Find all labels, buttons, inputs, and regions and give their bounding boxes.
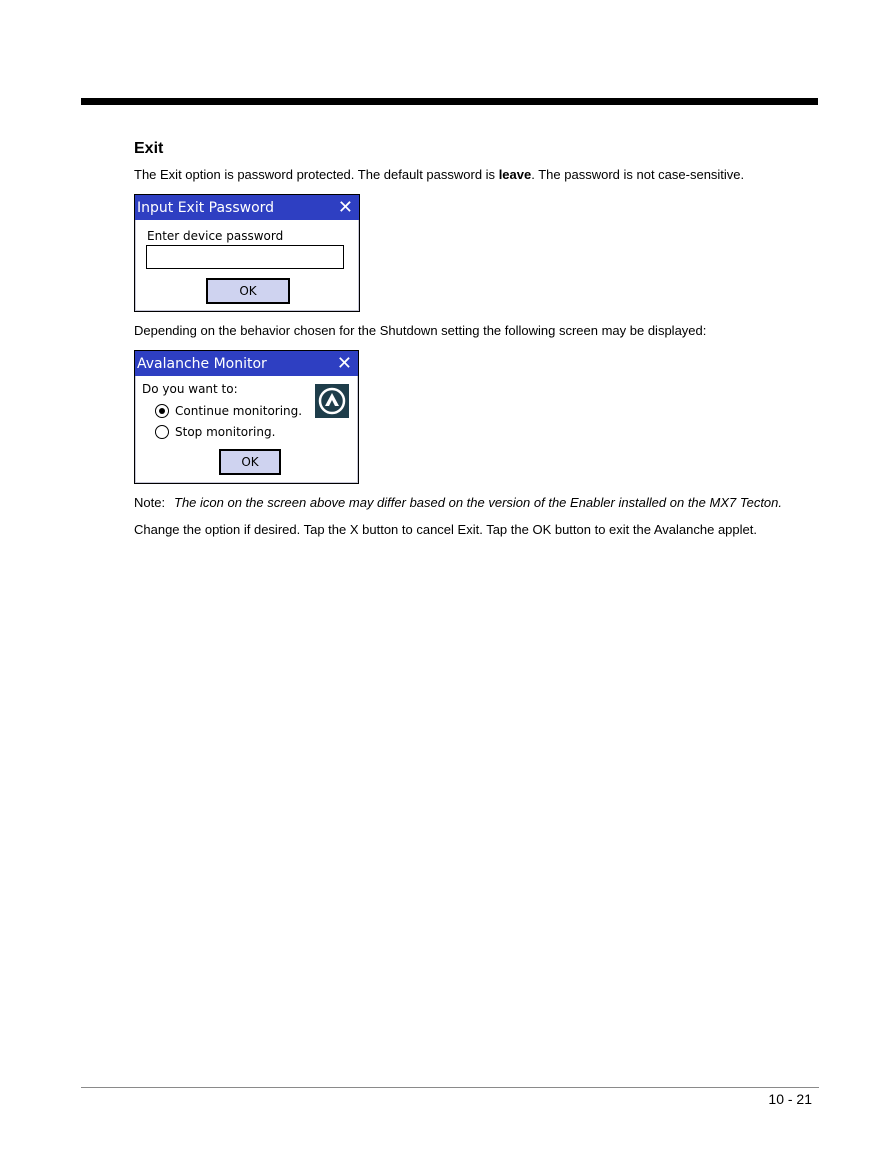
note-paragraph	[134, 495, 782, 511]
dialog-title: Avalanche Monitor	[137, 355, 267, 372]
dialog-title: Input Exit Password	[137, 199, 275, 216]
shutdown-paragraph: Depending on the behavior chosen for the Shutdown setting the following screen may be displayed:	[134, 323, 707, 338]
radio-continue-monitoring[interactable]	[155, 404, 302, 418]
intro-text-start: The Exit option is password protected. The default password is	[134, 167, 499, 182]
page-number: 10 - 21	[768, 1091, 812, 1107]
radio-label: Stop monitoring.	[175, 425, 276, 439]
monitor-question: Do you want to:	[142, 382, 238, 396]
input-exit-password-dialog	[134, 194, 360, 312]
dialog-titlebar	[135, 195, 359, 220]
avalanche-logo-icon	[315, 384, 349, 418]
note-label: Note:	[134, 495, 166, 510]
ok-button[interactable]: OK	[206, 278, 290, 304]
dialog-titlebar	[135, 351, 358, 376]
close-icon[interactable]: ✕	[337, 196, 353, 218]
password-prompt: Enter device password	[147, 229, 284, 243]
avalanche-monitor-dialog	[134, 350, 359, 484]
section-title: Exit	[134, 140, 164, 157]
note-body: The icon on the screen above may differ based on the version of the Enabler installed on the MX7 Tecton.	[174, 495, 783, 510]
intro-paragraph	[134, 167, 744, 183]
radio-unselected-icon[interactable]	[155, 425, 169, 439]
close-icon[interactable]: ✕	[336, 352, 352, 374]
radio-label: Continue monitoring.	[175, 404, 303, 418]
intro-text-end: . The password is not case-sensitive.	[531, 167, 745, 182]
password-field[interactable]	[146, 245, 344, 269]
closing-paragraph: Change the option if desired. Tap the X button to cancel Exit. Tap the OK button to exit the Avalanche applet.	[134, 522, 757, 537]
header-rule	[81, 98, 818, 105]
radio-stop-monitoring[interactable]	[155, 425, 275, 439]
ok-button[interactable]: OK	[219, 449, 281, 475]
radio-selected-icon[interactable]	[155, 404, 169, 418]
footer-rule	[81, 1087, 819, 1088]
default-password: leave	[498, 167, 532, 182]
